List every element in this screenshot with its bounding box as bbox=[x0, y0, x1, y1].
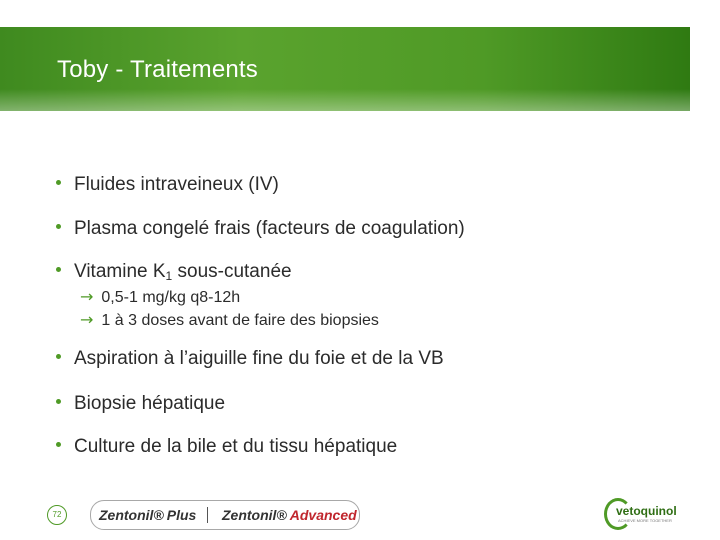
brand-banner bbox=[90, 500, 360, 530]
sub-item bbox=[80, 287, 240, 307]
sub-item-text: 0,5-1 mg/kg q8-12h bbox=[101, 289, 241, 306]
bullet-dot-icon bbox=[56, 267, 61, 272]
vetoquinol-logo bbox=[604, 496, 688, 528]
bullet-dot-icon bbox=[56, 442, 61, 447]
brand-zentonil-plus: Zentonil® Plus bbox=[99, 507, 197, 523]
bullet-item bbox=[56, 174, 279, 196]
logo-text: vetoquinol bbox=[616, 504, 677, 518]
bullet-text: Fluides intraveineux (IV) bbox=[74, 174, 279, 195]
bullet-dot-icon bbox=[56, 354, 61, 359]
bullet-dot-icon bbox=[56, 180, 61, 185]
arrow-right-icon: → bbox=[80, 287, 94, 306]
slide-title: Toby - Traitements bbox=[57, 56, 259, 83]
bullet-dot-icon bbox=[56, 399, 61, 404]
brand-zentonil-advanced: Zentonil® Advanced bbox=[222, 507, 357, 523]
bullet-text: Biopsie hépatique bbox=[74, 393, 226, 414]
bullet-text: sous-cutanée bbox=[172, 261, 292, 282]
bullet-item bbox=[56, 436, 397, 458]
bullet-text: Aspiration à l’aiguille fine du foie et de la VB bbox=[74, 348, 444, 369]
sub-item bbox=[80, 310, 379, 330]
brand-divider bbox=[207, 507, 208, 523]
arrow-right-icon: → bbox=[80, 310, 94, 329]
page-number: 72 bbox=[47, 505, 67, 525]
bullet-item bbox=[56, 261, 292, 283]
subscript: 1 bbox=[165, 269, 173, 283]
sub-item-text: 1 à 3 doses avant de faire des biopsies bbox=[101, 312, 379, 329]
bullet-text: Vitamine K bbox=[74, 261, 166, 282]
logo-tagline: ACHIEVE MORE TOGETHER bbox=[618, 518, 672, 523]
bullet-text: Culture de la bile et du tissu hépatique bbox=[74, 436, 398, 457]
bullet-item bbox=[56, 393, 225, 415]
bullet-dot-icon bbox=[56, 224, 61, 229]
bullet-item bbox=[56, 348, 444, 370]
bullet-item bbox=[56, 218, 465, 240]
bullet-text: Plasma congelé frais (facteurs de coagulation) bbox=[74, 218, 465, 239]
